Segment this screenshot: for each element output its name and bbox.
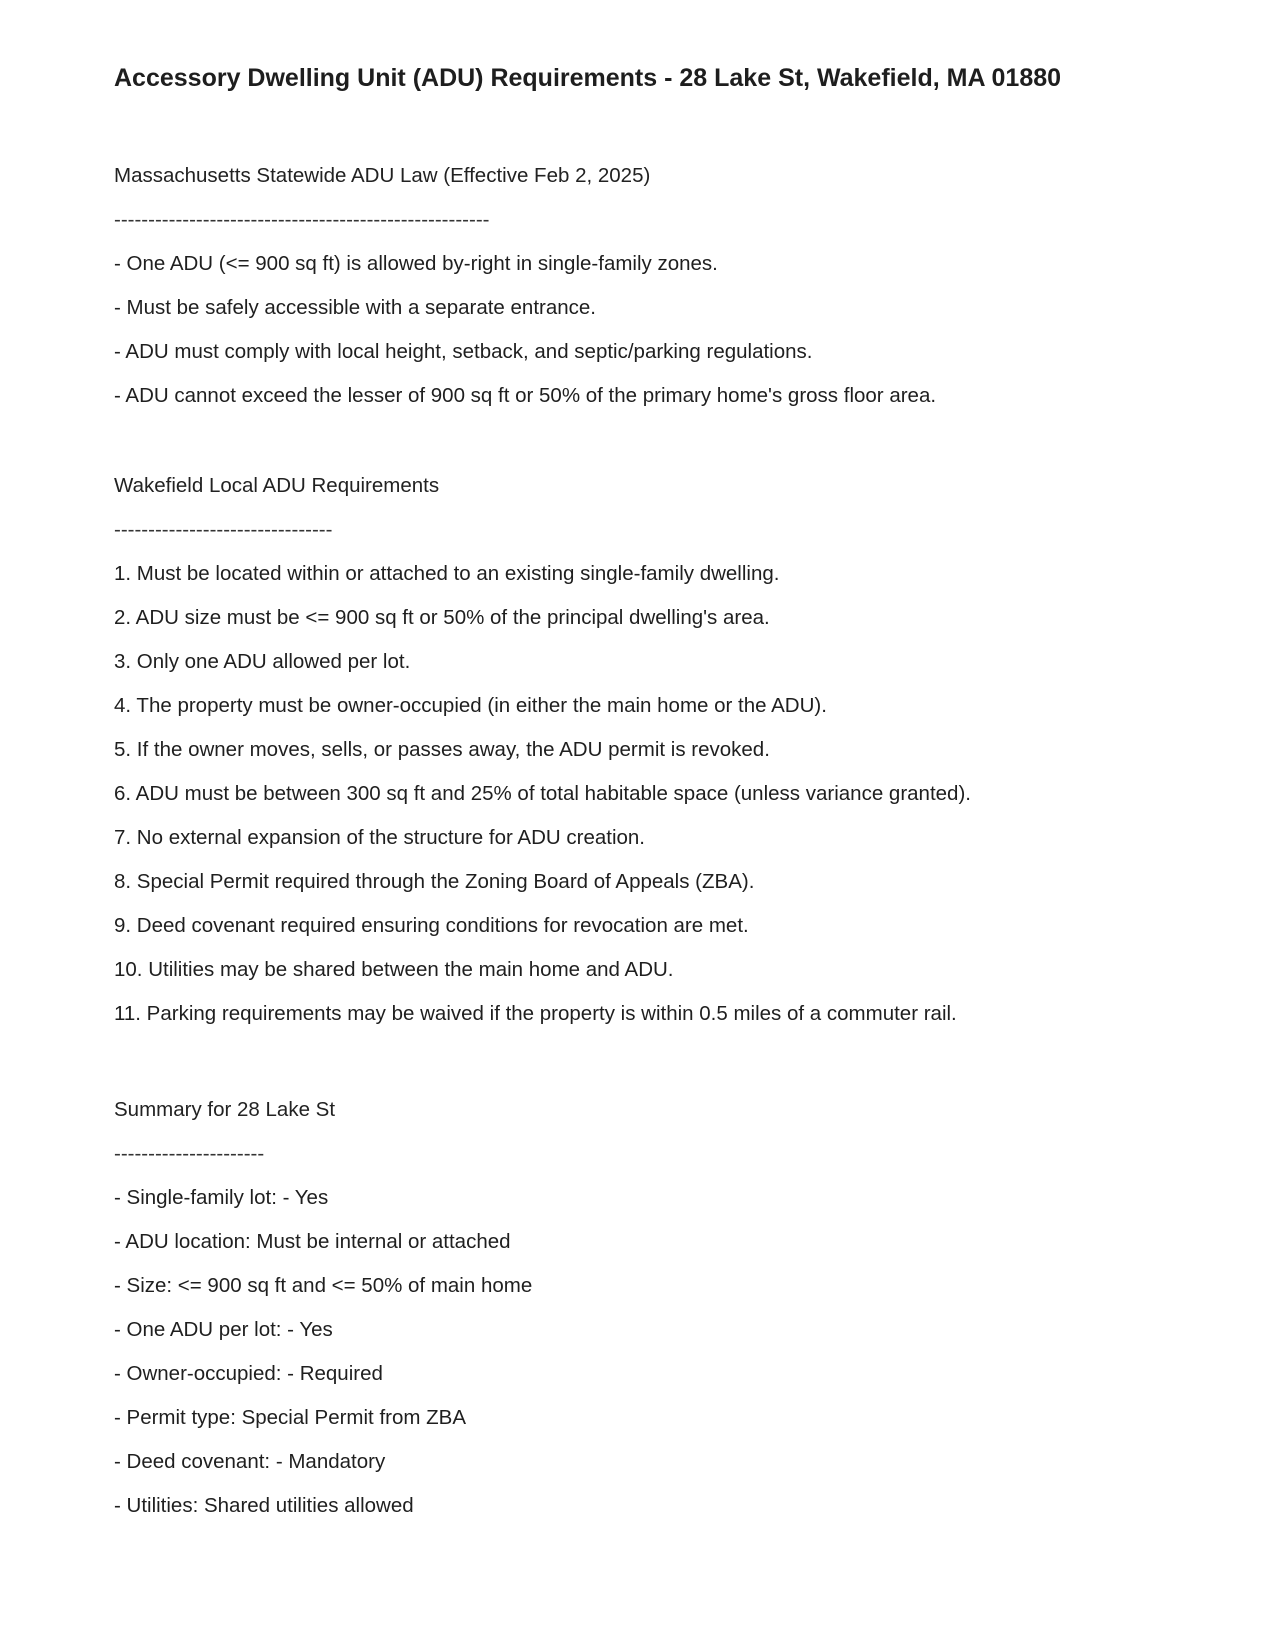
list-item: - ADU location: Must be internal or attached <box>114 1230 511 1253</box>
list-item: 5. If the owner moves, sells, or passes away, the ADU permit is revoked. <box>114 738 770 761</box>
list-item: - Size: <= 900 sq ft and <= 50% of main home <box>114 1274 533 1297</box>
section-heading: Wakefield Local ADU Requirements <box>114 474 440 497</box>
list-item: 10. Utilities may be shared between the main home and ADU. <box>114 958 674 981</box>
list-item: 9. Deed covenant required ensuring conditions for revocation are met. <box>114 914 749 937</box>
list-item: 1. Must be located within or attached to an existing single-family dwelling. <box>114 562 780 585</box>
document-title: Accessory Dwelling Unit (ADU) Requirements - 28 Lake St, Wakefield, MA 01880 <box>114 64 1062 92</box>
list-item: 2. ADU size must be <= 900 sq ft or 50% of the principal dwelling's area. <box>114 606 770 629</box>
list-item: 8. Special Permit required through the Zoning Board of Appeals (ZBA). <box>114 870 755 893</box>
list-item: 6. ADU must be between 300 sq ft and 25% of total habitable space (unless variance granted). <box>114 782 971 805</box>
section-divider: ---------------------- <box>114 1142 265 1165</box>
list-item: 4. The property must be owner-occupied (in either the main home or the ADU). <box>114 694 827 717</box>
list-item: - Utilities: Shared utilities allowed <box>114 1494 414 1517</box>
list-item: 11. Parking requirements may be waived if the property is within 0.5 miles of a commuter rail. <box>114 1002 957 1025</box>
section-heading: Summary for 28 Lake St <box>114 1098 336 1121</box>
section-heading: Massachusetts Statewide ADU Law (Effective Feb 2, 2025) <box>114 164 651 187</box>
section-divider: -------------------------------- <box>114 518 333 541</box>
section-divider: ------------------------------------------------------- <box>114 208 490 231</box>
list-item: - One ADU (<= 900 sq ft) is allowed by-right in single-family zones. <box>114 252 718 275</box>
list-item: - ADU cannot exceed the lesser of 900 sq ft or 50% of the primary home's gross floor area. <box>114 384 937 407</box>
summary-section <box>114 1088 1214 1528</box>
list-item: 7. No external expansion of the structure for ADU creation. <box>114 826 645 849</box>
local-requirements-section <box>114 464 1214 1036</box>
list-item: - ADU must comply with local height, setback, and septic/parking regulations. <box>114 340 813 363</box>
list-item: 3. Only one ADU allowed per lot. <box>114 650 411 673</box>
list-item: - Owner-occupied: - Required <box>114 1362 383 1385</box>
list-item: - Single-family lot: - Yes <box>114 1186 329 1209</box>
state-law-section <box>114 154 1214 418</box>
list-item: - Deed covenant: - Mandatory <box>114 1450 386 1473</box>
list-item: - One ADU per lot: - Yes <box>114 1318 333 1341</box>
list-item: - Permit type: Special Permit from ZBA <box>114 1406 467 1429</box>
list-item: - Must be safely accessible with a separate entrance. <box>114 296 596 319</box>
